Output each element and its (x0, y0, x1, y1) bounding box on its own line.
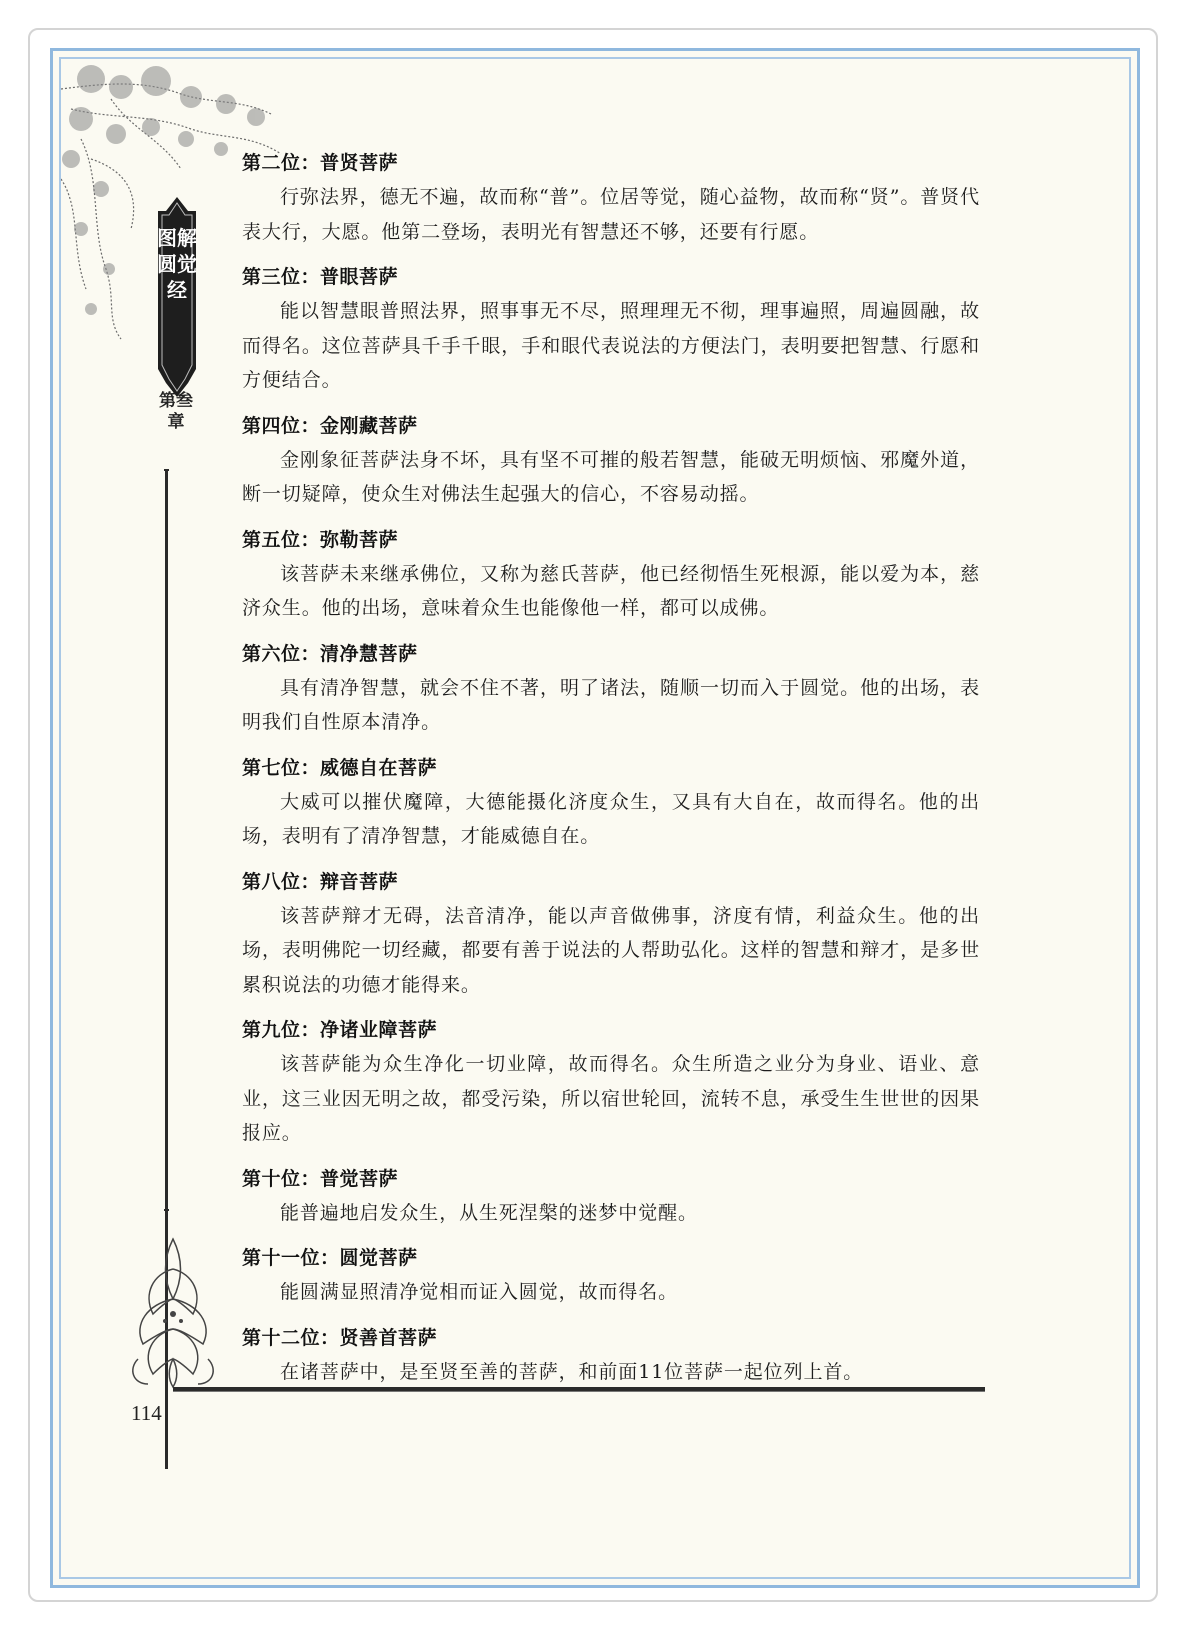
section-text: 该菩萨辩才无碍，法音清净，能以声音做佛事，济度有情，利益众生。他的出场，表明佛陀一切经藏，都要有善于说法的人帮助弘化。这样的智慧和辩才，是多世累积说法的功德才能得来。 (242, 904, 980, 996)
section-heading: 第三位：普眼菩萨 (242, 266, 399, 288)
section-heading: 第二位：普贤菩萨 (242, 152, 399, 174)
section-heading: 第五位：弥勒菩萨 (242, 528, 399, 551)
section-text: 金刚象征菩萨法身不坏，具有坚不可摧的般若智慧，能破无明烦恼、邪魔外道，断一切疑障，使众生对佛法生起强大的信心，不容易动摇。 (242, 448, 980, 505)
section-text: 行弥法界，德无不遍，故而称“普”。位居等觉，随心益物，故而称“贤”。普贤代表大行，大愿。他第二登场，表明光有智慧还不够，还要有行愿。 (242, 186, 980, 243)
section-text: 具有清净智慧，就会不住不著，明了诸法，随顺一切而入于圆觉。他的出场，表明我们自性原本清净。 (242, 676, 980, 733)
section-heading: 第四位：金刚藏菩萨 (242, 414, 418, 437)
section-heading: 第八位：辩音菩萨 (242, 870, 399, 893)
section-heading: 第十二位：贤善首菩萨 (242, 1326, 438, 1349)
section-text: 能以智慧眼普照法界，照事事无不尽，照理理无不彻，理事遍照，周遍圆融，故而得名。这位菩萨具千手千眼，手和眼代表说法的方便法门，表明要把智慧、行愿和方便结合。 (242, 300, 980, 391)
page-number: 114 (131, 1401, 162, 1425)
section-text: 大威可以摧伏魔障，大德能摄化济度众生，又具有大自在，故而得名。他的出场，表明有了清净智慧，才能威德自在。 (242, 790, 980, 847)
section-item (242, 523, 980, 626)
section-text: 在诸菩萨中，是至贤至善的菩萨，和前面11位菩萨一起位列上首。 (280, 1360, 864, 1383)
section-item (242, 1162, 980, 1231)
section-heading: 第十位：普觉菩萨 (242, 1167, 399, 1190)
section-text: 该菩萨能为众生净化一切业障，故而得名。众生所造之业分为身业、语业、意业，这三业因无明之故，都受污染，所以宿世轮回，流转不息，承受生生世世的因果报应。 (242, 1053, 980, 1144)
main-content (242, 146, 980, 1400)
section-item (242, 146, 980, 249)
section-text: 能圆满显照清净觉相而证入圆觉，故而得名。 (280, 1281, 679, 1303)
section-text: 能普遍地启发众生，从生死涅槃的迷梦中觉醒。 (280, 1201, 698, 1224)
section-heading: 第十一位：圆觉菩萨 (242, 1247, 418, 1269)
side-rule-tick (164, 469, 169, 471)
book-title: 图解圆觉经 (157, 226, 197, 302)
section-item (242, 260, 980, 398)
section-item (242, 1321, 980, 1390)
section-text: 该菩萨未来继承佛位，又称为慈氏菩萨，他已经彻悟生死根源，能以爱为本，慈济众生。他的出场，意味着众生也能像他一样，都可以成佛。 (242, 562, 980, 619)
section-heading: 第七位：威德自在菩萨 (242, 756, 438, 779)
section-item (242, 865, 980, 1003)
section-item (242, 751, 980, 854)
lotus-ornament-icon (123, 1229, 223, 1389)
section-item (242, 637, 980, 740)
chapter-label: 第叁章 (159, 391, 193, 432)
section-heading: 第六位：清净慧菩萨 (242, 642, 418, 665)
section-heading: 第九位：净诸业障菩萨 (242, 1019, 438, 1041)
section-item (242, 409, 980, 512)
section-item (242, 1013, 980, 1151)
side-rule-tick (164, 1209, 169, 1211)
section-item (242, 1241, 980, 1310)
